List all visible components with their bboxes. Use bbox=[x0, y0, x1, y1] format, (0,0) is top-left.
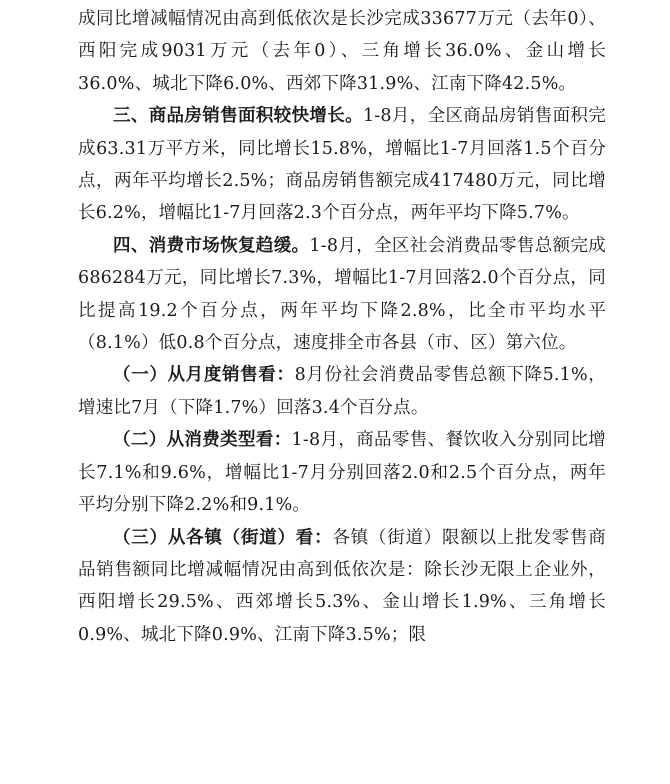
paragraph-subsection-two bbox=[78, 424, 606, 521]
paragraph-text: 成同比增减幅情况由高到低依次是长沙完成33677万元（去年0）、西阳完成9031万元（去年0）、三角增长36.0%、金山增长36.0%、城北下降6.0%、西郊下降31.9%、江南下降42.5%。 bbox=[78, 9, 606, 94]
subsection-heading: （二）从消费类型看： bbox=[113, 430, 292, 451]
subsection-heading: （一）从月度销售看： bbox=[113, 365, 295, 386]
subsection-heading: （三）从各镇（街道）看： bbox=[113, 527, 333, 548]
paragraph-text: 1-8月，全区商品房销售面积完成63.31万平方米，同比增长15.8%，增幅比1-7月回落1.5个百分点，两年平均增长2.5%；商品房销售额完成417480万元，同比增长6.2%，增幅比1-7月回落2.3个百分点，两年平均下降5.7%。 bbox=[78, 106, 606, 224]
document-body bbox=[78, 3, 606, 651]
paragraph-text: 8月份社会消费品零售总额下降5.1%，增速比7月（下降1.7%）回落3.4个百分点。 bbox=[78, 365, 606, 418]
paragraph-text: 1-8月，商品零售、餐饮收入分别同比增长7.1%和9.6%，增幅比1-7月分别回落2.0和2.5个百分点，两年平均分别下降2.2%和9.1%。 bbox=[78, 430, 606, 516]
paragraph-section-four bbox=[78, 230, 606, 360]
paragraph-subsection-three bbox=[78, 522, 606, 652]
section-heading: 四、消费市场恢复趋缓。 bbox=[113, 235, 310, 256]
paragraph-text: 各镇（街道）限额以上批发零售商品销售额同比增减幅情况由高到低依次是：除长沙无限上企业外，西阳增长29.5%、西郊增长5.3%、金山增长1.9%、三角增长0.9%、城北下降0.9%、江南下降3.5%；限 bbox=[78, 527, 607, 645]
paragraph-text: 1-8月，全区社会消费品零售总额完成686284万元，同比增长7.3%，增幅比1-7月回落2.0个百分点，同比提高19.2个百分点，两年平均下降2.8%，比全市平均水平（8.1%）低0.8个百分点，速度排全市各县（市、区）第六位。 bbox=[78, 235, 607, 354]
paragraph-subsection-one bbox=[78, 359, 606, 424]
section-heading: 三、商品房销售面积较快增长。 bbox=[113, 106, 363, 127]
paragraph-continuation bbox=[78, 3, 606, 100]
paragraph-section-three bbox=[78, 100, 606, 230]
